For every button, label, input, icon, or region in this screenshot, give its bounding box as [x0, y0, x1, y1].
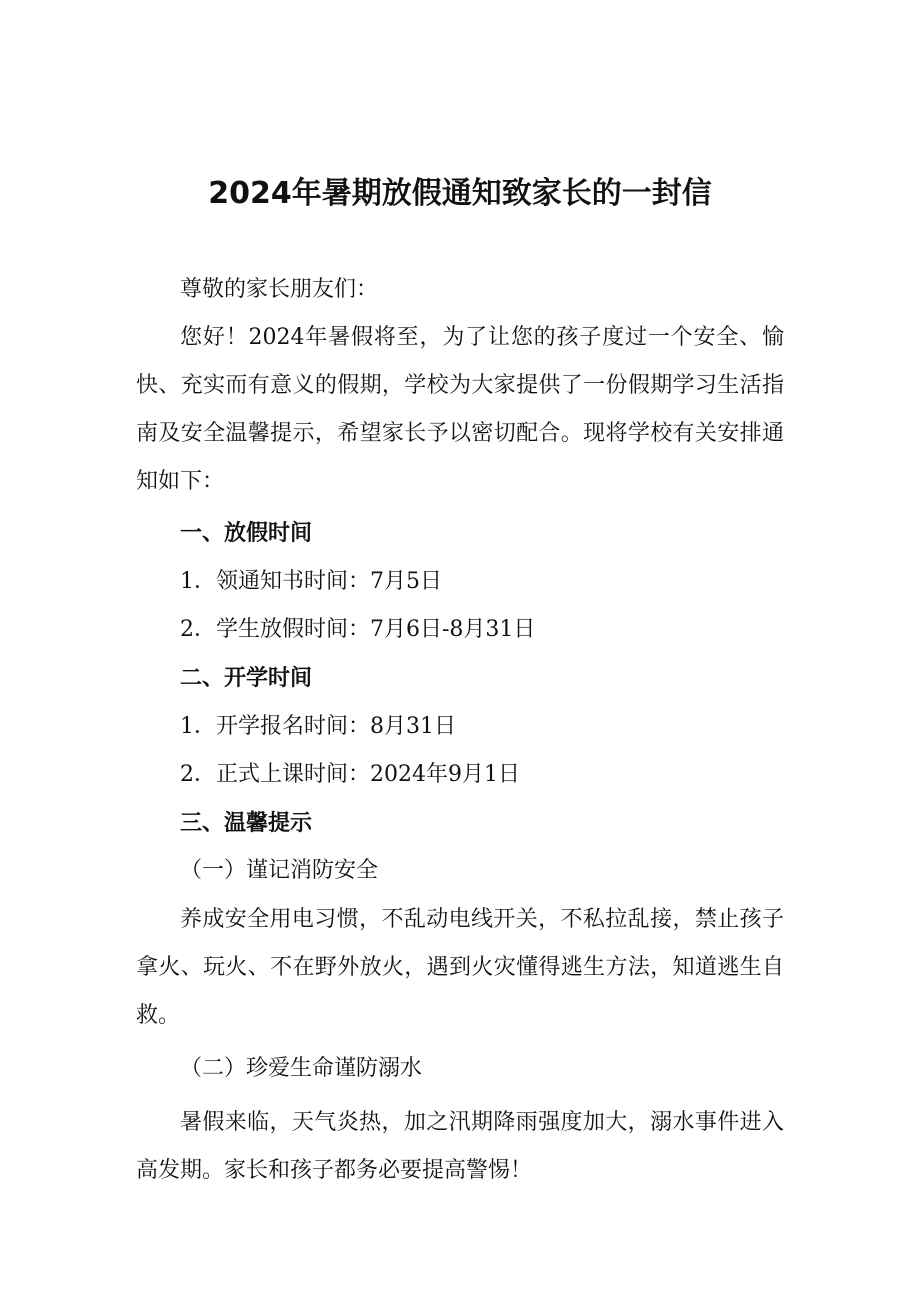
school-start-item-2: 2．正式上课时间：2024年9月1日	[180, 762, 520, 787]
fire-safety-paragraph: 养成安全用电习惯，不乱动电线开关，不私拉乱接，禁止孩子拿火、玩火、不在野外放火，遇到火灾懂得逃生方法，知道逃生自救。	[136, 907, 784, 1028]
subsection-heading-drowning-prevention: （二）珍爱生命谨防溺水	[180, 1056, 423, 1081]
school-start-item-1: 1．开学报名时间：8月31日	[180, 714, 456, 739]
section-heading-tips: 三、温馨提示	[180, 811, 313, 836]
intro-paragraph: 您好！2024年暑假将至，为了让您的孩子度过一个安全、愉快、充实而有意义的假期，学校为大家提供了一份假期学习生活指南及安全温馨提示，希望家长予以密切配合。现将学校有关安排通知如下：	[136, 325, 784, 494]
subsection-heading-fire-safety: （一）谨记消防安全	[180, 858, 379, 883]
salutation: 尊敬的家长朋友们：	[180, 277, 379, 302]
drowning-prevention-paragraph: 暑假来临，天气炎热，加之汛期降雨强度加大，溺水事件进入高发期。家长和孩子都务必要提高警惕！	[136, 1110, 784, 1183]
section-heading-holiday-time: 一、放假时间	[180, 521, 313, 546]
section-heading-school-start: 二、开学时间	[180, 666, 313, 691]
holiday-item-2: 2．学生放假时间：7月6日-8月31日	[180, 617, 536, 642]
holiday-item-1: 1．领通知书时间：7月5日	[180, 569, 442, 594]
document-title: 2024年暑期放假通知致家长的一封信	[208, 176, 712, 211]
